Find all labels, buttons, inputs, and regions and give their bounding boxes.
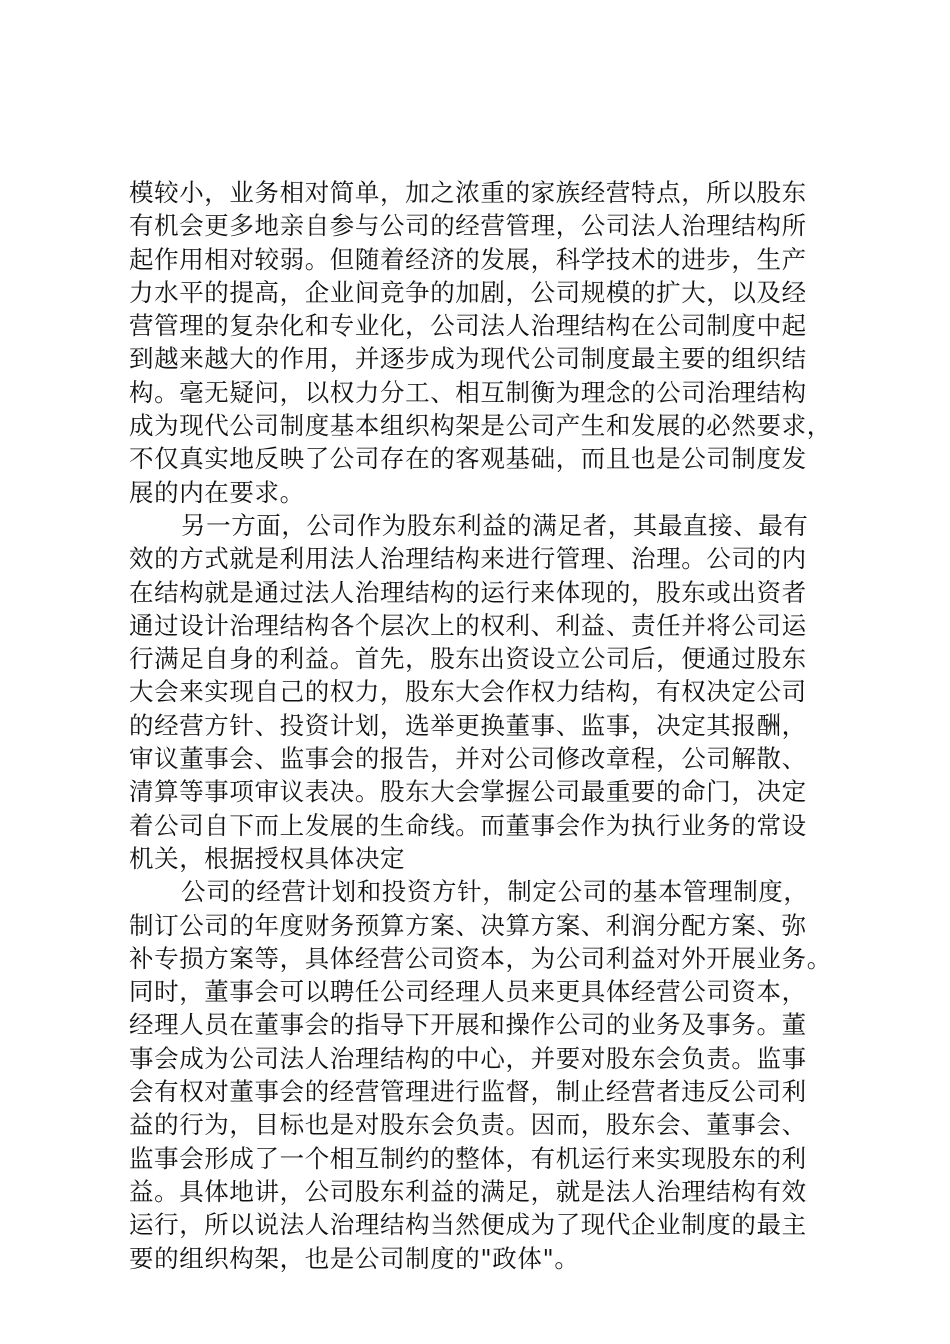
text-line: 经理人员在董事会的指导下开展和操作公司的业务及事务。董	[129, 1010, 807, 1040]
text-line: 成为现代公司制度基本组织构架是公司产生和发展的必然要求，	[129, 411, 832, 441]
text-line: 机关，根据授权具体决定	[129, 843, 406, 873]
text-line: 会有权对董事会的经营管理进行监督，制止经营者违反公司利	[129, 1077, 807, 1107]
text-line: 益的行为，目标也是对股东会负责。因而，股东会、董事会、	[129, 1110, 807, 1140]
body-text	[129, 176, 835, 1275]
text-line: 到越来越大的作用，并逐步成为现代公司制度最主要的组织结	[129, 344, 807, 374]
text-line: 展的内在要求。	[129, 477, 305, 507]
text-line: 制订公司的年度财务预算方案、决算方案、利润分配方案、弥	[129, 910, 807, 940]
text-line: 益。具体地讲，公司股东利益的满足，就是法人治理结构有效	[129, 1176, 807, 1206]
text-line: 补专损方案等，具体经营公司资本，为公司利益对外开展业务。	[129, 943, 832, 973]
paragraph-first-line: 另一方面，公司作为股东利益的满足者，其最直接、最有	[181, 510, 809, 540]
text-line: 的经营方针、投资计划，选举更换董事、监事，决定其报酬，	[129, 710, 807, 740]
text-line: 审议董事会、监事会的报告，并对公司修改章程，公司解散、	[129, 744, 807, 774]
paragraph-first-line: 公司的经营计划和投资方针，制定公司的基本管理制度，	[181, 877, 809, 907]
text-line: 力水平的提高，企业间竞争的加剧，公司规模的扩大，以及经	[129, 277, 807, 307]
text-line: 监事会形成了一个相互制约的整体，有机运行来实现股东的利	[129, 1143, 807, 1173]
text-line: 大会来实现自己的权力，股东大会作权力结构，有权决定公司	[129, 677, 807, 707]
text-line: 事会成为公司法人治理结构的中心，并要对股东会负责。监事	[129, 1043, 807, 1073]
text-line: 行满足自身的利益。首先，股东出资设立公司后，便通过股东	[129, 644, 807, 674]
text-line: 有机会更多地亲自参与公司的经营管理，公司法人治理结构所	[129, 211, 807, 241]
text-line: 模较小，业务相对简单，加之浓重的家族经营特点，所以股东	[129, 178, 807, 207]
text-line: 起作用相对较弱。但随着经济的发展，科学技术的进步，生产	[129, 244, 807, 274]
text-line: 通过设计治理结构各个层次上的权利、利益、责任并将公司运	[129, 610, 807, 640]
text-line: 着公司自下而上发展的生命线。而董事会作为执行业务的常设	[129, 810, 807, 840]
text-line: 运行，所以说法人治理结构当然便成为了现代企业制度的最主	[129, 1210, 807, 1240]
text-line: 营管理的复杂化和专业化，公司法人治理结构在公司制度中起	[129, 311, 807, 341]
text-line: 构。毫无疑问，以权力分工、相互制衡为理念的公司治理结构	[129, 377, 807, 407]
text-line: 不仅真实地反映了公司存在的客观基础，而且也是公司制度发	[129, 444, 807, 474]
text-line: 清算等事项审议表决。股东大会掌握公司最重要的命门，决定	[129, 777, 807, 807]
text-line: 在结构就是通过法人治理结构的运行来体现的，股东或出资者	[129, 577, 807, 607]
text-line: 效的方式就是利用法人治理结构来进行管理、治理。公司的内	[129, 544, 807, 574]
text-line: 要的组织构架，也是公司制度的"政体"。	[129, 1243, 580, 1273]
text-line: 同时，董事会可以聘任公司经理人员来更具体经营公司资本，	[129, 977, 807, 1007]
